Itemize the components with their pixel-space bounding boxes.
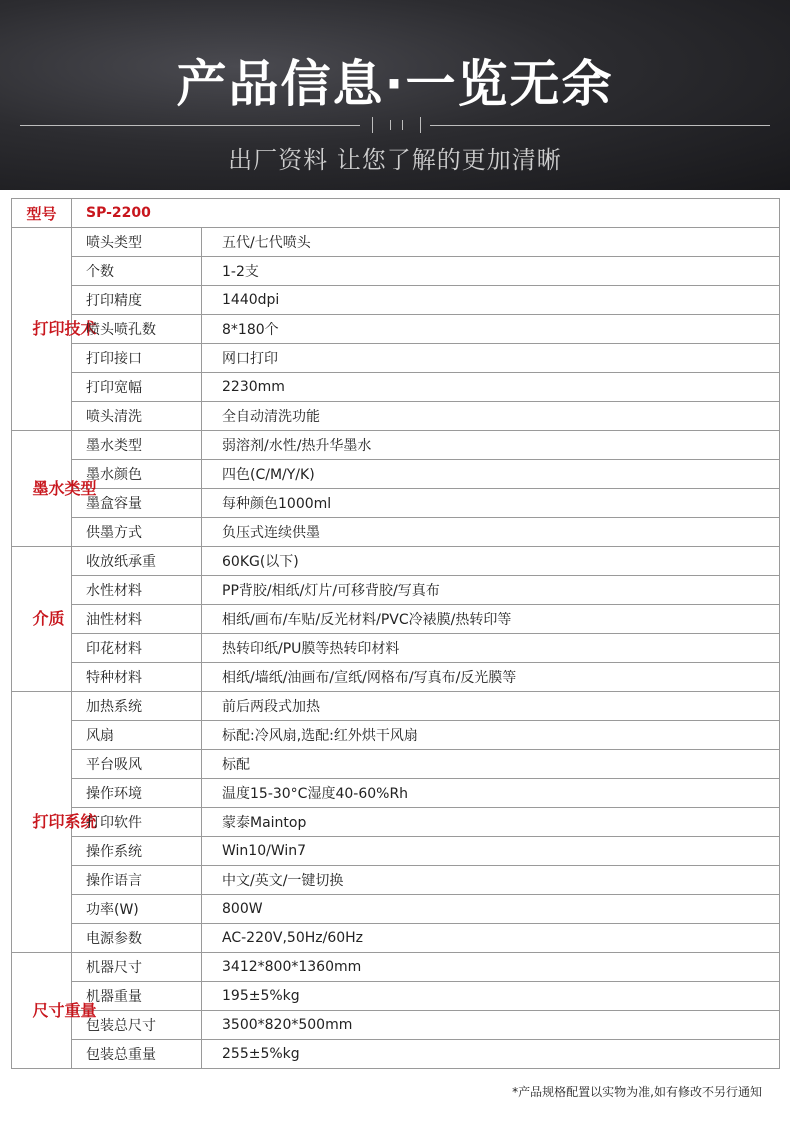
spec-label: 打印宽幅 (72, 373, 202, 402)
spec-label: 打印接口 (72, 344, 202, 373)
spec-row (12, 982, 780, 1011)
spec-value: Win10/Win7 (202, 837, 780, 866)
spec-label: 平台吸风 (72, 750, 202, 779)
spec-row (12, 547, 780, 576)
spec-label: 机器尺寸 (72, 953, 202, 982)
category-text: 墨水类型 (32, 478, 97, 498)
category-label (12, 431, 97, 547)
spec-label: 功率(W) (72, 895, 202, 924)
spec-label: 墨盒容量 (72, 489, 202, 518)
spec-label: 印花材料 (72, 634, 202, 663)
divider-left (20, 125, 360, 126)
spec-value: 五代/七代喷头 (202, 228, 780, 257)
spec-label: 机器重量 (72, 982, 202, 1011)
page-title: 产品信息·一览无余 (176, 55, 614, 113)
divider-right (430, 125, 770, 126)
spec-value: 前后两段式加热 (202, 692, 780, 721)
spec-value: 3412*800*1360mm (202, 953, 780, 982)
spec-row (12, 402, 780, 431)
spec-value: PP背胶/相纸/灯片/可移背胶/写真布 (202, 576, 780, 605)
spec-label: 墨水类型 (72, 431, 202, 460)
spec-row (12, 518, 780, 547)
spec-value: 相纸/画布/车贴/反光材料/PVC冷裱膜/热转印等 (202, 605, 780, 634)
spec-label: 包装总重量 (72, 1040, 202, 1069)
spec-table (11, 198, 780, 1069)
spec-row (12, 779, 780, 808)
spec-value: 标配:冷风扇,选配:红外烘干风扇 (202, 721, 780, 750)
category-text: 打印技术 (32, 319, 97, 338)
spec-row (12, 373, 780, 402)
spec-row (12, 460, 780, 489)
category-label (12, 692, 97, 953)
category-label (12, 547, 72, 692)
category-text: 介质 (32, 609, 65, 628)
spec-value: 255±5%kg (202, 1040, 780, 1069)
spec-value: 蒙泰Maintop (202, 808, 780, 837)
spec-label: 操作语言 (72, 866, 202, 895)
spec-value: 195±5%kg (202, 982, 780, 1011)
spec-value: 60KG(以下) (202, 547, 780, 576)
spec-value: 热转印纸/PU膜等热转印材料 (202, 634, 780, 663)
spec-row (12, 750, 780, 779)
model-row (12, 199, 780, 228)
spec-row (12, 1040, 780, 1069)
spec-row (12, 315, 780, 344)
spec-row (12, 257, 780, 286)
divider-ticks (368, 117, 424, 133)
spec-value: 800W (202, 895, 780, 924)
spec-label: 操作环境 (72, 779, 202, 808)
spec-row (12, 692, 780, 721)
spec-label: 喷头类型 (72, 228, 202, 257)
spec-label: 收放纸承重 (72, 547, 202, 576)
spec-value: 温度15-30°C湿度40-60%Rh (202, 779, 780, 808)
spec-row (12, 895, 780, 924)
spec-row (12, 576, 780, 605)
spec-label: 打印软件 (72, 808, 202, 837)
spec-value: 3500*820*500mm (202, 1011, 780, 1040)
spec-label: 操作系统 (72, 837, 202, 866)
spec-label: 水性材料 (72, 576, 202, 605)
spec-row (12, 953, 780, 982)
spec-value: 中文/英文/一键切换 (202, 866, 780, 895)
spec-label: 个数 (72, 257, 202, 286)
spec-row (12, 663, 780, 692)
spec-label: 供墨方式 (72, 518, 202, 547)
header-banner (0, 0, 790, 190)
spec-row (12, 808, 780, 837)
spec-value: 1440dpi (202, 286, 780, 315)
spec-label: 打印精度 (72, 286, 202, 315)
footnote: *产品规格配置以实物为准,如有修改不另行通知 (512, 1085, 762, 1099)
category-text: 打印系统 (32, 812, 97, 831)
spec-value: 标配 (202, 750, 780, 779)
spec-label: 墨水颜色 (72, 460, 202, 489)
spec-label: 油性材料 (72, 605, 202, 634)
spec-row (12, 489, 780, 518)
spec-value: 相纸/墙纸/油画布/宣纸/网格布/写真布/反光膜等 (202, 663, 780, 692)
spec-value: 每种颜色1000ml (202, 489, 780, 518)
category-label (12, 953, 97, 1069)
spec-label: 加热系统 (72, 692, 202, 721)
page-subtitle: 出厂资料 让您了解的更加清晰 (228, 146, 562, 174)
spec-label: 喷头喷孔数 (72, 315, 202, 344)
spec-label: 风扇 (72, 721, 202, 750)
category-label (12, 228, 97, 431)
spec-row (12, 344, 780, 373)
spec-label: 包装总尺寸 (72, 1011, 202, 1040)
spec-value: 四色(C/M/Y/K) (202, 460, 780, 489)
spec-row (12, 837, 780, 866)
spec-value: AC-220V,50Hz/60Hz (202, 924, 780, 953)
spec-row (12, 1011, 780, 1040)
spec-label: 喷头清洗 (72, 402, 202, 431)
spec-row (12, 866, 780, 895)
model-value: SP-2200 (72, 199, 780, 228)
spec-label: 特种材料 (72, 663, 202, 692)
spec-row (12, 431, 780, 460)
spec-value: 网口打印 (202, 344, 780, 373)
category-text: 尺寸重量 (32, 1000, 97, 1020)
spec-row (12, 634, 780, 663)
spec-label: 电源参数 (72, 924, 202, 953)
spec-value: 弱溶剂/水性/热升华墨水 (202, 431, 780, 460)
spec-row (12, 721, 780, 750)
model-label: 型号 (12, 199, 72, 228)
spec-row (12, 924, 780, 953)
spec-row (12, 228, 780, 257)
spec-value: 1-2支 (202, 257, 780, 286)
spec-value: 全自动清洗功能 (202, 402, 780, 431)
spec-value: 2230mm (202, 373, 780, 402)
spec-row (12, 286, 780, 315)
spec-value: 8*180个 (202, 315, 780, 344)
spec-row (12, 605, 780, 634)
spec-value: 负压式连续供墨 (202, 518, 780, 547)
